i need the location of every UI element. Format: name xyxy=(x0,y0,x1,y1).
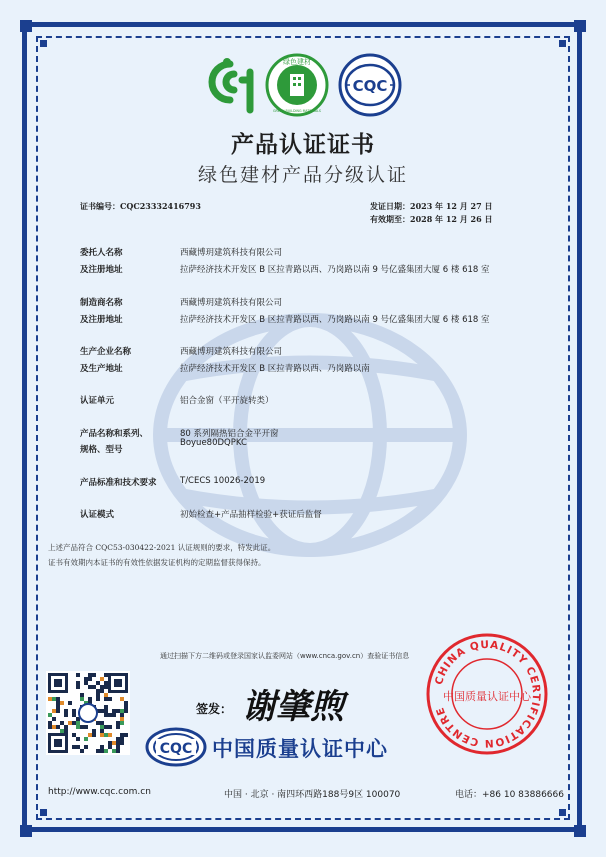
factory-address: 拉萨经济技术开发区 B 区拉青路以西、乃岗路以南 xyxy=(180,364,370,374)
footer-phone: 电话：+86 10 83886666 xyxy=(455,790,564,800)
svg-text:谢肇煦: 谢肇煦 xyxy=(242,687,344,727)
header-logos xyxy=(200,52,410,118)
expiry-date: 有效期至：2028 年 12 月 26 日 xyxy=(370,214,493,224)
qr-center-logo-icon xyxy=(79,704,97,722)
svg-text:GREEN BUILDING MATERIALS: GREEN BUILDING MATERIALS xyxy=(273,109,321,113)
qr-code[interactable] xyxy=(46,671,130,755)
maker-address: 拉萨经济技术开发区 B 区拉青路以西、乃岗路以南 9 号亿盛集团大厦 6 楼 618 室 xyxy=(180,315,490,325)
corner-ornament xyxy=(20,825,32,837)
corner-ornament xyxy=(40,40,47,47)
product-spec-label: 规格、型号 xyxy=(80,445,123,455)
client-address-label: 及注册地址 xyxy=(80,265,123,275)
svg-text:CQC: CQC xyxy=(352,77,388,95)
green-ccc-icon xyxy=(212,64,250,110)
certificate-subtitle: 绿色建材产品分级认证 xyxy=(197,164,408,186)
standard-value: T/CECS 10026-2019 xyxy=(180,476,266,486)
signature-label: 签发： xyxy=(196,702,233,716)
official-seal xyxy=(425,632,549,756)
compliance-note: 上述产品符合 CQC53-030422-2021 认证规则的要求，特发此证。 xyxy=(48,543,276,552)
footer-address: 中国 · 北京 · 南四环西路188号9区 100070 xyxy=(224,790,401,800)
svg-text:中国质量认证中心: 中国质量认证中心 xyxy=(443,690,531,703)
handwritten-signature xyxy=(238,678,368,728)
factory-label: 生产企业名称 xyxy=(80,347,132,357)
product-name: 80 系列隔热铝合金平开窗 xyxy=(180,429,279,439)
footer-website[interactable]: http://www.cqc.com.cn xyxy=(48,787,151,797)
corner-ornament xyxy=(20,20,32,32)
corner-ornament xyxy=(559,40,566,47)
product-label: 产品名称和系列、 xyxy=(80,429,149,439)
svg-text:CHINA QUALITY CERTIFICATION CE: CHINA QUALITY CERTIFICATION CENTRE xyxy=(432,638,543,750)
issue-date: 发证日期：2023 年 12 月 27 日 xyxy=(370,201,493,211)
issuer-name: 中国质量认证中心 xyxy=(212,737,388,761)
mode-label: 认证模式 xyxy=(80,510,115,520)
scan-instructions: 通过扫描下方二维码或登录国家认监委网站（www.cnca.gov.cn）查验证书信息 xyxy=(160,652,410,660)
product-model: Boyue80DQPKC xyxy=(180,438,247,448)
mode-value: 初始检查+产品抽样检验+获证后监督 xyxy=(180,510,322,520)
client-address: 拉萨经济技术开发区 B 区拉青路以西、乃岗路以南 9 号亿盛集团大厦 6 楼 618 室 xyxy=(180,265,490,275)
corner-ornament xyxy=(40,809,47,816)
maker-name: 西藏博玥建筑科技有限公司 xyxy=(180,298,283,308)
certificate-title: 产品认证证书 xyxy=(231,132,375,158)
factory-name: 西藏博玥建筑科技有限公司 xyxy=(180,347,283,357)
validity-note: 证书有效期内本证书的有效性依据发证机构的定期监督获得保持。 xyxy=(48,558,266,567)
corner-ornament xyxy=(574,825,586,837)
svg-text:绿色建材: 绿色建材 xyxy=(283,58,311,66)
standard-label: 产品标准和技术要求 xyxy=(80,478,157,488)
cqc-logo-icon xyxy=(340,55,400,115)
svg-text:CQC: CQC xyxy=(159,741,193,757)
unit-label: 认证单元 xyxy=(80,396,115,406)
client-label: 委托人名称 xyxy=(80,248,123,258)
maker-label: 制造商名称 xyxy=(80,298,123,308)
maker-address-label: 及注册地址 xyxy=(80,315,123,325)
factory-address-label: 及生产地址 xyxy=(80,364,123,374)
cqc-logo-bottom-icon xyxy=(145,727,207,767)
client-name: 西藏博玥建筑科技有限公司 xyxy=(180,248,283,258)
unit-value: 铝合金窗（平开旋转类） xyxy=(180,396,274,406)
corner-ornament xyxy=(559,809,566,816)
corner-ornament xyxy=(574,20,586,32)
green-building-icon xyxy=(267,55,327,115)
certificate-number: 证书编号：CQC23332416793 xyxy=(80,201,201,211)
